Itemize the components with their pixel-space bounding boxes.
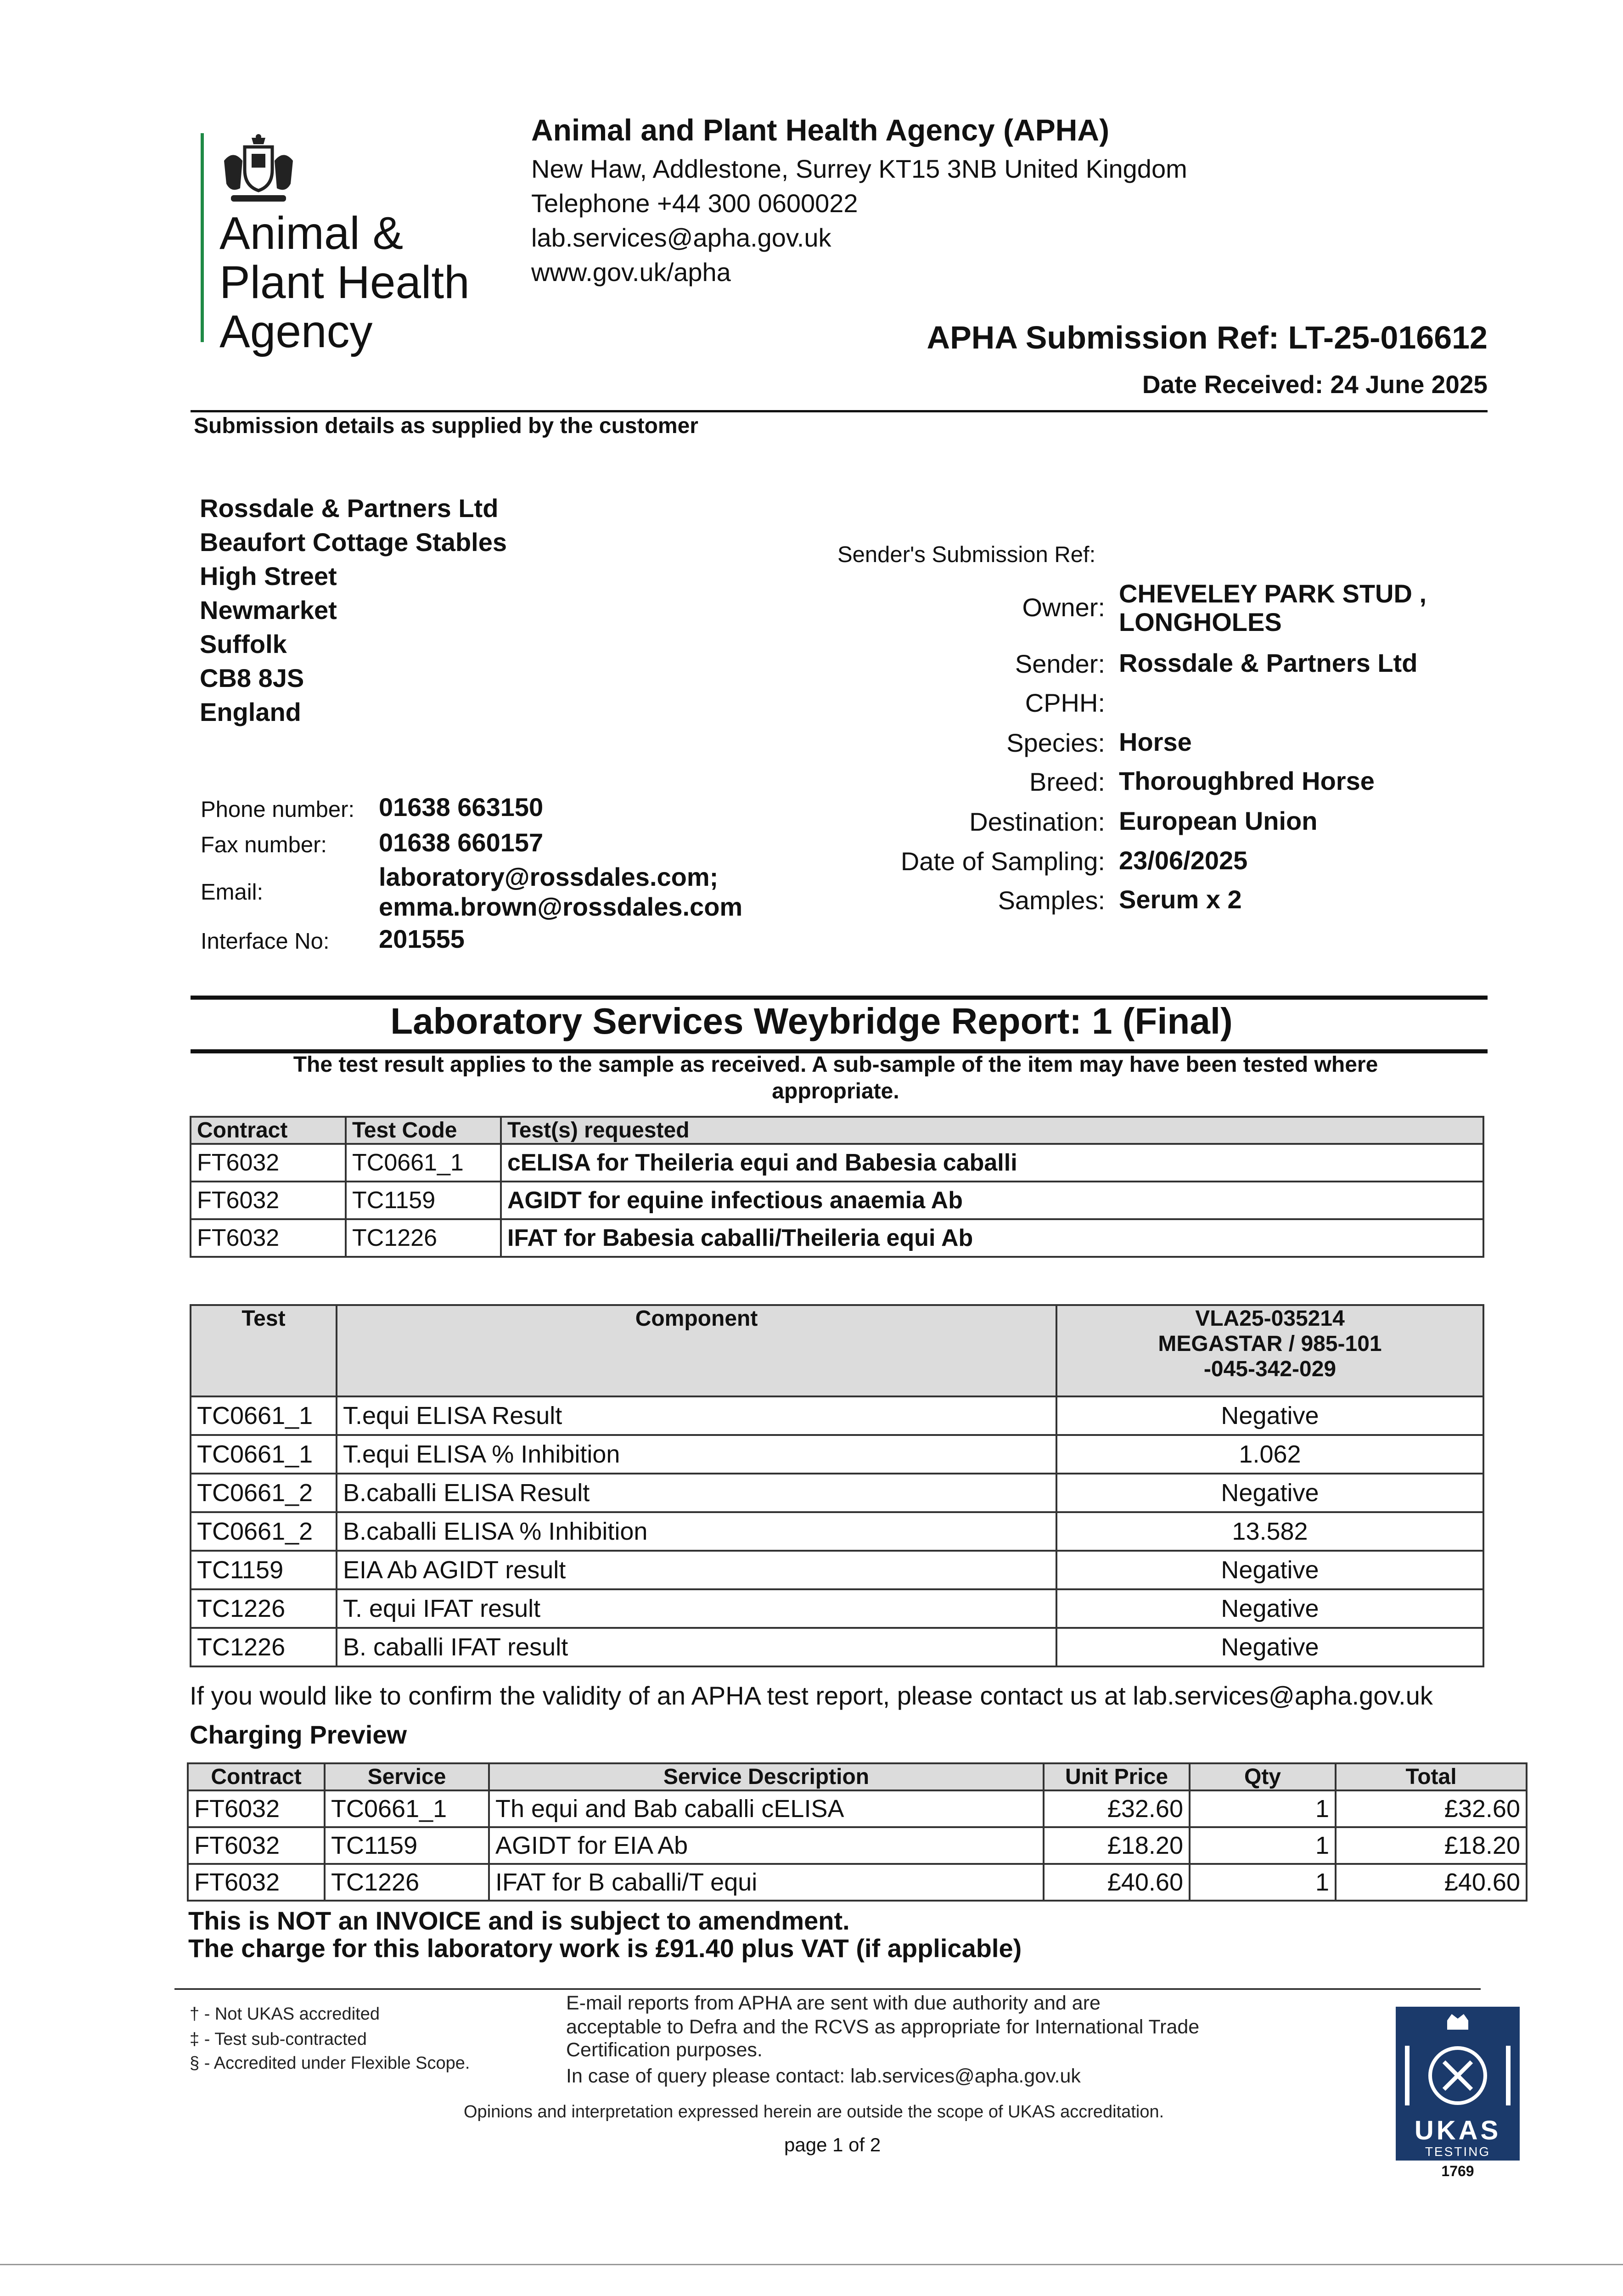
cell: TC0661_2 bbox=[191, 1512, 337, 1551]
cell: TC1226 bbox=[191, 1589, 337, 1628]
cell: 13.582 bbox=[1056, 1512, 1483, 1551]
phone-label: Phone number: bbox=[201, 797, 355, 822]
interface-value: 201555 bbox=[379, 924, 465, 953]
samples-label: Samples: bbox=[998, 886, 1105, 915]
table-header-row bbox=[191, 1117, 1483, 1144]
samples-value: Serum x 2 bbox=[1119, 885, 1242, 914]
cell: £32.60 bbox=[1044, 1790, 1190, 1827]
page-bottom-edge bbox=[0, 2264, 1623, 2265]
results-table bbox=[190, 1304, 1484, 1667]
legend-flexible-scope: § - Accredited under Flexible Scope. bbox=[190, 2054, 470, 2073]
col-contract: Contract bbox=[191, 1117, 346, 1144]
cell: 1.062 bbox=[1056, 1435, 1483, 1474]
cell: EIA Ab AGIDT result bbox=[337, 1551, 1056, 1589]
owner-value: CHEVELEY PARK STUD , LONGHOLES bbox=[1119, 579, 1427, 636]
table-row bbox=[191, 1182, 1483, 1219]
destination-label: Destination: bbox=[969, 807, 1105, 836]
royal-crest-icon bbox=[219, 133, 298, 207]
cell: Negative bbox=[1056, 1589, 1483, 1628]
agency-website[interactable]: www.gov.uk/apha bbox=[531, 258, 731, 287]
cell: FT6032 bbox=[191, 1144, 346, 1182]
cell: TC1226 bbox=[191, 1628, 337, 1666]
table-row bbox=[191, 1512, 1483, 1551]
header-divider bbox=[191, 410, 1488, 412]
cphh-label: CPHH: bbox=[1025, 688, 1105, 717]
agency-logo-text: Animal & Plant Health Agency bbox=[219, 208, 470, 357]
ukas-sub: TESTING bbox=[1425, 2144, 1491, 2159]
table-row bbox=[191, 1551, 1483, 1589]
cell: TC0661_1 bbox=[346, 1144, 501, 1182]
agency-telephone: Telephone +44 300 0600022 bbox=[531, 189, 858, 218]
cell: Negative bbox=[1056, 1396, 1483, 1435]
table-row bbox=[188, 1827, 1527, 1864]
cell: B.caballi ELISA % Inhibition bbox=[337, 1512, 1056, 1551]
fax-value: 01638 660157 bbox=[379, 828, 544, 857]
table-row bbox=[191, 1435, 1483, 1474]
cell: £40.60 bbox=[1336, 1864, 1527, 1901]
cell: Negative bbox=[1056, 1551, 1483, 1589]
email-note-3: Certification purposes. bbox=[566, 2039, 763, 2061]
cell: IFAT for B caballi/T equi bbox=[489, 1864, 1044, 1901]
cell: 1 bbox=[1190, 1827, 1336, 1864]
sender-value: Rossdale & Partners Ltd bbox=[1119, 648, 1418, 677]
breed-value: Thoroughbred Horse bbox=[1119, 766, 1375, 795]
agency-address: New Haw, Addlestone, Surrey KT15 3NB United Kingdom bbox=[531, 154, 1187, 183]
table-header-row bbox=[188, 1763, 1527, 1790]
charging-table bbox=[187, 1762, 1528, 1902]
ukas-number: 1769 bbox=[1441, 2163, 1474, 2179]
date-received: Date Received: 24 June 2025 bbox=[1142, 370, 1488, 399]
col-test-code: Test Code bbox=[346, 1117, 501, 1144]
ukas-badge bbox=[1396, 2007, 1520, 2161]
cell: TC1226 bbox=[325, 1864, 489, 1901]
cell: T.equi ELISA % Inhibition bbox=[337, 1435, 1056, 1474]
species-value: Horse bbox=[1119, 727, 1192, 756]
sender-label: Sender: bbox=[1015, 649, 1105, 678]
cell: 1 bbox=[1190, 1790, 1336, 1827]
ukas-crown-icon bbox=[1396, 2007, 1520, 2115]
fax-label: Fax number: bbox=[201, 833, 327, 857]
cell: cELISA for Theileria equi and Babesia caballi bbox=[501, 1144, 1483, 1182]
confirm-validity-text: If you would like to confirm the validity of an APHA test report, please contact us at lab.services@apha.gov.uk bbox=[190, 1681, 1433, 1710]
cell: TC0661_1 bbox=[325, 1790, 489, 1827]
footer-divider bbox=[174, 1988, 1481, 1990]
cell: 1 bbox=[1190, 1864, 1336, 1901]
cell: TC1159 bbox=[325, 1827, 489, 1864]
cell: FT6032 bbox=[191, 1182, 346, 1219]
charge-total-notice: The charge for this laboratory work is £91.40 plus VAT (if applicable) bbox=[188, 1934, 1022, 1963]
table-row bbox=[191, 1144, 1483, 1182]
cell: AGIDT for EIA Ab bbox=[489, 1827, 1044, 1864]
email-note-1: E-mail reports from APHA are sent with due authority and are bbox=[566, 1992, 1101, 2014]
table-row bbox=[191, 1589, 1483, 1628]
table-row bbox=[191, 1474, 1483, 1512]
cell: TC0661_1 bbox=[191, 1396, 337, 1435]
page-number: page 1 of 2 bbox=[784, 2134, 881, 2155]
legend-subcontracted: ‡ - Test sub-contracted bbox=[190, 2030, 367, 2049]
table-row bbox=[188, 1790, 1527, 1827]
table-header-row bbox=[191, 1305, 1483, 1396]
agency-email[interactable]: lab.services@apha.gov.uk bbox=[531, 223, 831, 252]
cell: FT6032 bbox=[188, 1790, 325, 1827]
col-component: Component bbox=[337, 1305, 1056, 1396]
tests-requested-table bbox=[190, 1116, 1484, 1258]
cell: TC0661_2 bbox=[191, 1474, 337, 1512]
sampling-date-label: Date of Sampling: bbox=[900, 847, 1105, 876]
cell: T. equi IFAT result bbox=[337, 1589, 1056, 1628]
cell: £18.20 bbox=[1044, 1827, 1190, 1864]
email-label: Email: bbox=[201, 880, 264, 905]
cell: T.equi ELISA Result bbox=[337, 1396, 1056, 1435]
col-contract: Contract bbox=[188, 1763, 325, 1790]
table-row bbox=[191, 1396, 1483, 1435]
cell: TC1159 bbox=[191, 1551, 337, 1589]
opinions-note: Opinions and interpretation expressed herein are outside the scope of UKAS accreditation. bbox=[464, 2102, 1164, 2122]
col-tests-requested: Test(s) requested bbox=[501, 1117, 1483, 1144]
phone-value: 01638 663150 bbox=[379, 793, 544, 822]
cell: FT6032 bbox=[191, 1219, 346, 1257]
cell: FT6032 bbox=[188, 1864, 325, 1901]
cell: IFAT for Babesia caballi/Theileria equi Ab bbox=[501, 1219, 1483, 1257]
table-row bbox=[191, 1628, 1483, 1666]
owner-label: Owner: bbox=[1022, 593, 1105, 622]
sender-ref-label: Sender's Submission Ref: bbox=[837, 542, 1096, 567]
cell: TC1159 bbox=[346, 1182, 501, 1219]
col-test: Test bbox=[191, 1305, 337, 1396]
cell: TC0661_1 bbox=[191, 1435, 337, 1474]
query-note: In case of query please contact: lab.services@apha.gov.uk bbox=[566, 2065, 1081, 2087]
submission-details-heading: Submission details as supplied by the customer bbox=[194, 414, 698, 438]
charging-preview-heading: Charging Preview bbox=[190, 1720, 407, 1749]
sampling-date-value: 23/06/2025 bbox=[1119, 846, 1248, 875]
logo-bar bbox=[201, 133, 204, 342]
customer-address: Rossdale & Partners Ltd Beaufort Cottage Stables High Street Newmarket Suffolk CB8 8JS England bbox=[200, 494, 507, 726]
destination-value: European Union bbox=[1119, 806, 1318, 835]
report-note: The test result applies to the sample as received. A sub-sample of the item may have been tested where appropriate. bbox=[293, 1052, 1378, 1103]
legend-not-ukas: † - Not UKAS accredited bbox=[190, 2004, 380, 2024]
cell: Negative bbox=[1056, 1628, 1483, 1666]
email-note-2: acceptable to Defra and the RCVS as appropriate for International Trade bbox=[566, 2016, 1200, 2038]
cell: TC1226 bbox=[346, 1219, 501, 1257]
col-sample: VLA25-035214 MEGASTAR / 985-101 -045-342-029 bbox=[1056, 1305, 1483, 1396]
cell: Negative bbox=[1056, 1474, 1483, 1512]
col-qty: Qty bbox=[1190, 1763, 1336, 1790]
email-value-1[interactable]: laboratory@rossdales.com; bbox=[379, 862, 719, 891]
submission-ref: APHA Submission Ref: LT-25-016612 bbox=[927, 320, 1488, 355]
ukas-word: UKAS bbox=[1414, 2116, 1501, 2145]
interface-label: Interface No: bbox=[201, 929, 330, 954]
breed-label: Breed: bbox=[1029, 767, 1105, 796]
not-invoice-notice: This is NOT an INVOICE and is subject to amendment. bbox=[188, 1906, 850, 1935]
col-service-description: Service Description bbox=[489, 1763, 1044, 1790]
cell: FT6032 bbox=[188, 1827, 325, 1864]
col-total: Total bbox=[1336, 1763, 1527, 1790]
agency-name: Animal and Plant Health Agency (APHA) bbox=[531, 113, 1110, 147]
report-rule-top bbox=[191, 996, 1488, 1000]
table-row bbox=[188, 1864, 1527, 1901]
email-value-2[interactable]: emma.brown@rossdales.com bbox=[379, 892, 743, 921]
cell: Th equi and Bab caballi cELISA bbox=[489, 1790, 1044, 1827]
species-label: Species: bbox=[1006, 728, 1105, 757]
table-row bbox=[191, 1219, 1483, 1257]
col-service: Service bbox=[325, 1763, 489, 1790]
cell: B. caballi IFAT result bbox=[337, 1628, 1056, 1666]
cell: £40.60 bbox=[1044, 1864, 1190, 1901]
cell: AGIDT for equine infectious anaemia Ab bbox=[501, 1182, 1483, 1219]
col-unit-price: Unit Price bbox=[1044, 1763, 1190, 1790]
cell: £18.20 bbox=[1336, 1827, 1527, 1864]
cell: £32.60 bbox=[1336, 1790, 1527, 1827]
report-title: Laboratory Services Weybridge Report: 1 (Final) bbox=[390, 1001, 1233, 1041]
cell: B.caballi ELISA Result bbox=[337, 1474, 1056, 1512]
